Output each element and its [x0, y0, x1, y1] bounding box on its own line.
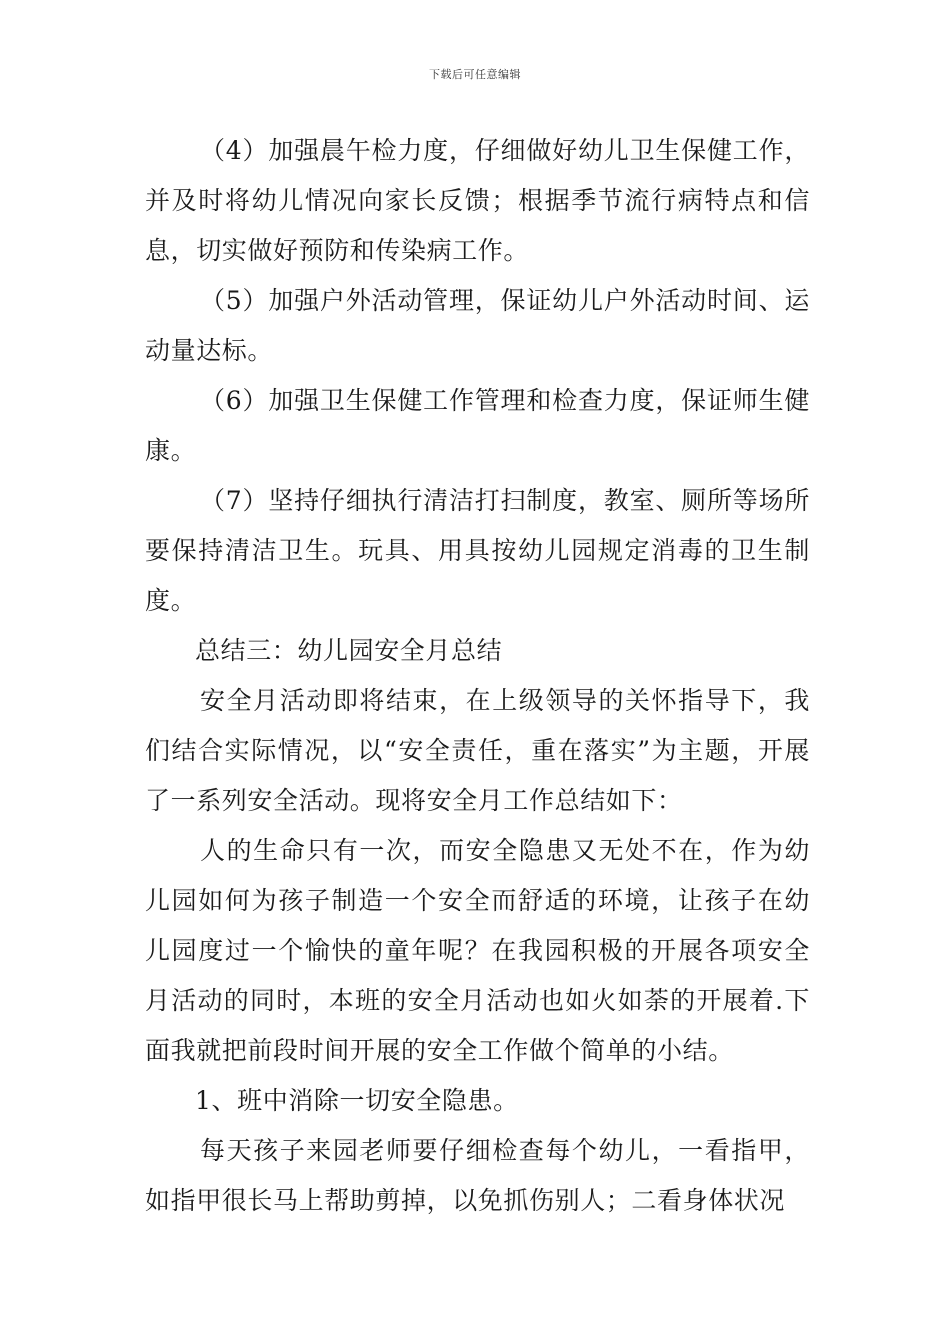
section-heading: 总结三：幼儿园安全月总结 [195, 636, 503, 665]
paragraph-intro: 安全月活动即将结束，在上级领导的关怀指导下，我们结合实际情况，以“安全责任，重在落实”为主题，开展了一系列安全活动。现将安全月工作总结如下： [145, 686, 810, 815]
paragraph-body: 人的生命只有一次，而安全隐患又无处不在，作为幼儿园如何为孩子制造一个安全而舒适的环境，让孩子在幼儿园度过一个愉快的童年呢？在我园积极的开展各项安全月活动的同时，本班的安全月活动也如火如荼的开展着.下面我就把前段时间开展的安全工作做个简单的小结。 [145, 836, 810, 1065]
paragraph-item-5: （5）加强户外活动管理，保证幼儿户外活动时间、运动量达标。 [145, 286, 810, 365]
subsection-heading: 1、班中消除一切安全隐患。 [195, 1086, 519, 1115]
paragraph-item-4: （4）加强晨午检力度，仔细做好幼儿卫生保健工作，并及时将幼儿情况向家长反馈；根据季节流行病特点和信息，切实做好预防和传染病工作。 [145, 136, 810, 265]
paragraph-item-7: （7）坚持仔细执行清洁打扫制度，教室、厕所等场所要保持清洁卫生。玩具、用具按幼儿园规定消毒的卫生制度。 [145, 486, 810, 615]
document-body [145, 126, 810, 1226]
paragraph-detail: 每天孩子来园老师要仔细检查每个幼儿，一看指甲，如指甲很长马上帮助剪掉，以免抓伤别人；二看身体状况 [145, 1136, 810, 1215]
paragraph-item-6: （6）加强卫生保健工作管理和检查力度，保证师生健康。 [145, 386, 810, 465]
page-header: 下载后可任意编辑 [429, 68, 521, 81]
